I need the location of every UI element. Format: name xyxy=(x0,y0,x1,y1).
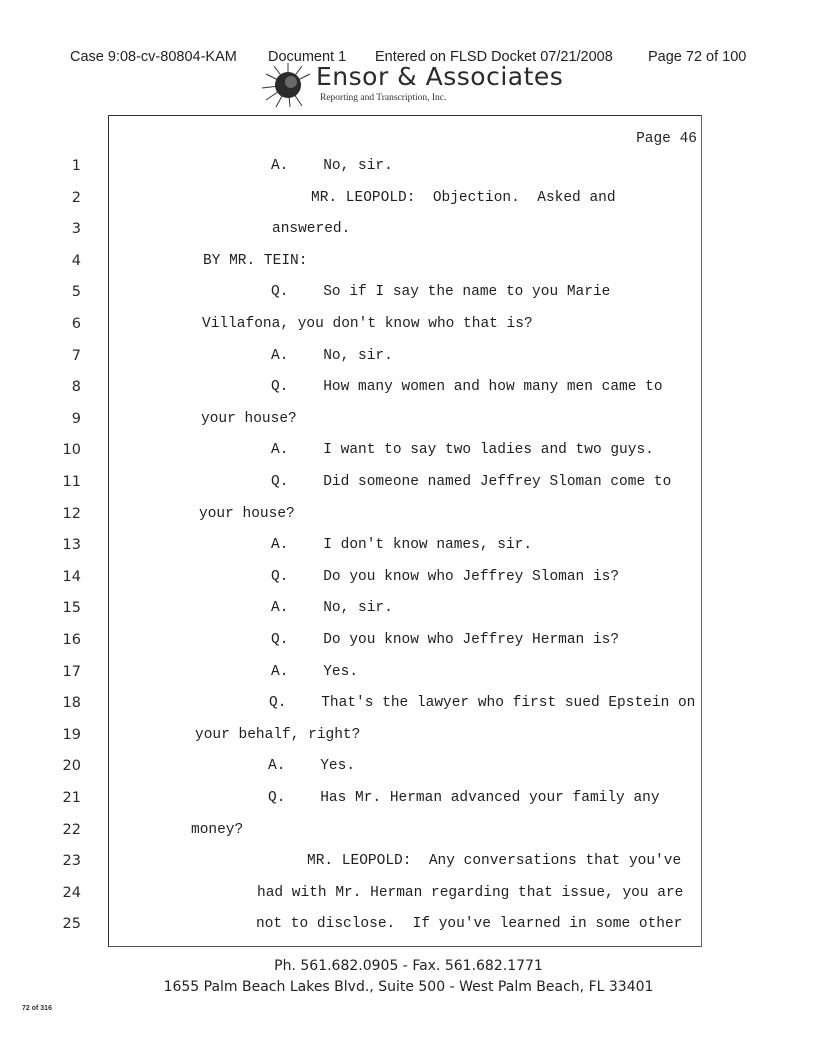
transcript-line xyxy=(71,316,701,346)
line-text: MR. LEOPOLD: Objection. Asked and xyxy=(311,189,616,206)
line-text: Q. Did someone named Jeffrey Sloman come to xyxy=(271,474,672,490)
line-text: Q. How many women and how many men came to xyxy=(271,379,663,396)
transcript-page-number: Page 46 xyxy=(636,131,697,147)
line-text: had with Mr. Herman regarding that issue, you are xyxy=(257,884,684,901)
line-number: 24 xyxy=(62,884,81,901)
line-number: 5 xyxy=(71,284,81,301)
line-number: 6 xyxy=(71,316,81,332)
line-text: Q. That's the lawyer who first sued Epstein on xyxy=(269,695,696,712)
transcript-line xyxy=(71,189,701,220)
line-text: A. Yes. xyxy=(268,758,356,775)
transcript-line xyxy=(62,632,701,662)
line-text: Q. So if I say the name to you Marie xyxy=(271,284,611,301)
transcript-line xyxy=(62,821,701,852)
transcript-line xyxy=(62,853,701,883)
line-number: 21 xyxy=(62,790,81,806)
transcript-line xyxy=(62,474,701,504)
transcript-line xyxy=(71,347,701,378)
transcript-line xyxy=(62,442,701,472)
file-page-count: 72 of 316 xyxy=(22,1005,52,1012)
transcript-line xyxy=(62,695,701,725)
line-number: 23 xyxy=(62,853,81,870)
transcript-line xyxy=(62,537,701,567)
line-text: your house? xyxy=(201,410,297,427)
line-text: A. Yes. xyxy=(271,663,359,680)
line-text: money? xyxy=(191,821,244,838)
transcript-line xyxy=(62,663,701,694)
entered-label: Entered on FLSD Docket 07/21/2008 xyxy=(375,49,613,65)
line-number: 25 xyxy=(62,916,81,933)
transcript-line xyxy=(71,158,701,188)
line-number: 11 xyxy=(62,474,81,490)
transcript-line xyxy=(71,379,701,409)
transcript-page xyxy=(62,115,702,947)
line-text: your behalf, right? xyxy=(195,726,361,743)
line-number: 3 xyxy=(71,221,81,238)
line-text: A. No, sir. xyxy=(271,158,393,174)
line-number: 19 xyxy=(62,726,81,743)
transcript-line xyxy=(62,790,701,820)
line-number: 4 xyxy=(71,252,81,269)
line-number: 10 xyxy=(62,442,81,459)
line-number: 18 xyxy=(62,695,81,712)
transcript-line xyxy=(62,505,701,536)
transcript-line xyxy=(62,726,701,757)
line-text: A. I don't know names, sir. xyxy=(271,537,533,554)
line-text: Q. Do you know who Jeffrey Sloman is? xyxy=(271,568,620,585)
line-number: 22 xyxy=(62,821,81,838)
line-number: 12 xyxy=(62,505,81,522)
case-number: Case 9:08-cv-80804-KAM xyxy=(70,49,237,65)
line-number: 13 xyxy=(62,537,81,554)
line-text: not to disclose. If you've learned in some other xyxy=(256,916,683,933)
sun-emblem-icon xyxy=(258,62,314,108)
line-number: 2 xyxy=(71,189,81,206)
reporter-logo xyxy=(258,62,564,112)
line-number: 20 xyxy=(62,758,81,775)
company-name: Ensor & Associates xyxy=(316,62,564,91)
transcript-line xyxy=(71,284,701,314)
line-number: 9 xyxy=(71,410,81,427)
transcript-line xyxy=(71,410,701,441)
transcript-line xyxy=(62,600,701,630)
footer-phone: Ph. 561.682.0905 - Fax. 561.682.1771 xyxy=(274,958,543,974)
line-number: 17 xyxy=(62,663,81,680)
line-text: BY MR. TEIN: xyxy=(203,252,308,269)
line-text: MR. LEOPOLD: Any conversations that you've xyxy=(307,853,682,870)
line-text: Q. Has Mr. Herman advanced your family any xyxy=(268,790,660,806)
footer-address: 1655 Palm Beach Lakes Blvd., Suite 500 - West Palm Beach, FL 33401 xyxy=(163,979,654,995)
line-number: 16 xyxy=(62,632,81,648)
transcript-line xyxy=(71,221,701,251)
transcript-line xyxy=(71,252,701,283)
line-number: 7 xyxy=(71,347,81,364)
transcript-line xyxy=(62,916,701,946)
line-text: A. No, sir. xyxy=(271,600,393,617)
transcript-line xyxy=(62,884,701,915)
line-text: Villafona, you don't know who that is? xyxy=(202,316,533,332)
line-text: Q. Do you know who Jeffrey Herman is? xyxy=(271,632,620,648)
line-number: 15 xyxy=(62,600,81,617)
docket-page: Page 72 of 100 xyxy=(648,49,747,65)
company-tagline: Reporting and Transcription, Inc. xyxy=(320,93,447,103)
document-label: Document 1 xyxy=(268,49,347,65)
line-text: your house? xyxy=(199,505,295,522)
line-text: A. No, sir. xyxy=(271,347,393,364)
transcript-line xyxy=(62,568,701,599)
line-number: 8 xyxy=(71,379,81,396)
line-text: answered. xyxy=(272,221,351,238)
line-number: 1 xyxy=(71,158,81,174)
line-number: 14 xyxy=(62,568,81,585)
transcript-line xyxy=(62,758,701,788)
line-text: A. I want to say two ladies and two guys. xyxy=(271,442,654,459)
